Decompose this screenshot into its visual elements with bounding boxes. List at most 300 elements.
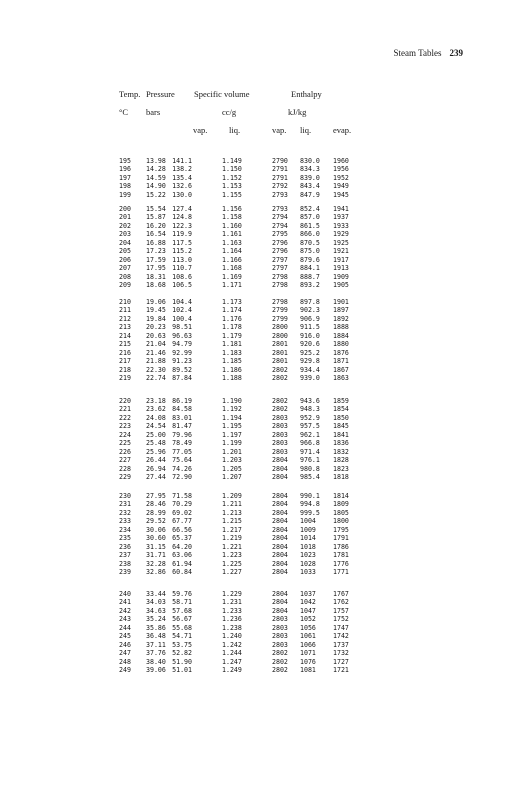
volume-liq-cell: 1.185 (222, 357, 242, 366)
enthalpy-evap-cell: 1771 (333, 567, 349, 576)
temperature-cell: 245 (119, 632, 131, 641)
table-row (0, 534, 527, 542)
enthalpy-evap-cell: 1884 (333, 331, 349, 340)
enthalpy-vap-cell: 2803 (272, 439, 288, 448)
volume-vap-cell: 56.67 (172, 615, 192, 624)
temperature-cell: 239 (119, 567, 131, 576)
pressure-cell: 20.63 (146, 331, 166, 340)
table-row (0, 551, 527, 559)
enthalpy-evap-cell: 1814 (333, 492, 349, 500)
enthalpy-evap-cell: 1925 (333, 238, 349, 247)
volume-vap-cell: 104.4 (172, 298, 192, 306)
pressure-cell: 17.59 (146, 255, 166, 264)
enthalpy-liq-cell: 906.9 (300, 314, 320, 323)
enthalpy-evap-cell: 1742 (333, 632, 349, 641)
table-row (0, 473, 527, 481)
volume-vap-cell: 115.2 (172, 247, 192, 256)
temperature-cell: 237 (119, 551, 131, 560)
enthalpy-liq-cell: 866.0 (300, 230, 320, 239)
table-row (0, 247, 527, 255)
pressure-cell: 34.03 (146, 598, 166, 607)
enthalpy-evap-cell: 1863 (333, 373, 349, 382)
table-row (0, 281, 527, 289)
temperature-cell: 226 (119, 447, 131, 456)
volume-liq-cell: 1.190 (222, 397, 242, 405)
volume-vap-cell: 87.84 (172, 373, 192, 382)
enthalpy-vap-cell: 2804 (272, 492, 288, 500)
enthalpy-liq-cell: 920.6 (300, 340, 320, 349)
enthalpy-vap-cell: 2795 (272, 230, 288, 239)
volume-liq-cell: 1.192 (222, 405, 242, 414)
volume-liq-cell: 1.215 (222, 517, 242, 526)
volume-liq-cell: 1.171 (222, 280, 242, 289)
table-row (0, 205, 527, 213)
enthalpy-liq-cell: 893.2 (300, 280, 320, 289)
enthalpy-evap-cell: 1727 (333, 657, 349, 666)
pressure-cell: 22.30 (146, 365, 166, 374)
volume-liq-cell: 1.229 (222, 590, 242, 598)
enthalpy-liq-cell: 948.3 (300, 405, 320, 414)
volume-vap-cell: 81.47 (172, 422, 192, 431)
enthalpy-liq-cell: 934.4 (300, 365, 320, 374)
pressure-cell: 19.45 (146, 306, 166, 315)
temperature-cell: 218 (119, 365, 131, 374)
pressure-cell: 31.15 (146, 542, 166, 551)
enthalpy-liq-cell: 879.6 (300, 255, 320, 264)
table-row (0, 649, 527, 657)
pressure-cell: 32.86 (146, 567, 166, 576)
enthalpy-liq-cell: 1061 (300, 632, 316, 641)
volume-liq-cell: 1.219 (222, 534, 242, 543)
volume-vap-cell: 65.37 (172, 534, 192, 543)
enthalpy-liq-cell: 1014 (300, 534, 316, 543)
volume-vap-cell: 108.6 (172, 272, 192, 281)
enthalpy-vap-cell: 2801 (272, 340, 288, 349)
enthalpy-liq-cell: 1023 (300, 551, 316, 560)
enthalpy-evap-cell: 1832 (333, 447, 349, 456)
enthalpy-vap-cell: 2804 (272, 508, 288, 517)
temperature-cell: 227 (119, 456, 131, 465)
volume-liq-cell: 1.163 (222, 238, 242, 247)
volume-vap-cell: 63.06 (172, 551, 192, 560)
temperature-cell: 247 (119, 649, 131, 658)
enthalpy-vap-cell: 2800 (272, 331, 288, 340)
volume-liq-cell: 1.225 (222, 559, 242, 568)
enthalpy-vap-cell: 2802 (272, 405, 288, 414)
temperature-cell: 212 (119, 314, 131, 323)
enthalpy-vap-cell: 2803 (272, 447, 288, 456)
temperature-cell: 217 (119, 357, 131, 366)
table-row (0, 349, 527, 357)
temperature-cell: 234 (119, 525, 131, 534)
enthalpy-evap-cell: 1721 (333, 665, 349, 674)
pressure-cell: 28.46 (146, 500, 166, 509)
table-row (0, 666, 527, 674)
enthalpy-evap-cell: 1800 (333, 517, 349, 526)
temperature-cell: 197 (119, 173, 131, 182)
enthalpy-vap-cell: 2803 (272, 623, 288, 632)
pressure-cell: 31.71 (146, 551, 166, 560)
pressure-cell: 16.88 (146, 238, 166, 247)
table-row (0, 624, 527, 632)
enthalpy-vap-cell: 2804 (272, 542, 288, 551)
volume-vap-cell: 130.0 (172, 190, 192, 199)
enthalpy-liq-cell: 990.1 (300, 492, 320, 500)
enthalpy-liq-cell: 852.4 (300, 205, 320, 213)
table-row (0, 315, 527, 323)
table-row (0, 230, 527, 238)
enthalpy-vap-cell: 2804 (272, 606, 288, 615)
enthalpy-evap-cell: 1952 (333, 173, 349, 182)
temperature-cell: 242 (119, 606, 131, 615)
enthalpy-liq-cell: 1037 (300, 590, 316, 598)
table-row (0, 509, 527, 517)
pressure-cell: 21.88 (146, 357, 166, 366)
temperature-cell: 236 (119, 542, 131, 551)
volume-liq-cell: 1.217 (222, 525, 242, 534)
table-row (0, 366, 527, 374)
temperature-cell: 246 (119, 640, 131, 649)
volume-vap-cell: 64.20 (172, 542, 192, 551)
pressure-cell: 30.06 (146, 525, 166, 534)
header-specific-volume: Specific volume (194, 89, 250, 99)
pressure-cell: 16.54 (146, 230, 166, 239)
enthalpy-liq-cell: 911.5 (300, 323, 320, 332)
volume-vap-cell: 141.1 (172, 157, 192, 165)
temperature-cell: 228 (119, 464, 131, 473)
table-block (0, 590, 527, 674)
volume-vap-cell: 89.52 (172, 365, 192, 374)
enthalpy-liq-cell: 888.7 (300, 272, 320, 281)
enthalpy-vap-cell: 2804 (272, 534, 288, 543)
table-row (0, 182, 527, 190)
page-number: 239 (449, 48, 463, 58)
enthalpy-vap-cell: 2804 (272, 456, 288, 465)
volume-vap-cell: 74.26 (172, 464, 192, 473)
enthalpy-evap-cell: 1757 (333, 606, 349, 615)
table-row (0, 157, 527, 165)
volume-vap-cell: 54.71 (172, 632, 192, 641)
enthalpy-vap-cell: 2804 (272, 472, 288, 481)
table-row (0, 340, 527, 348)
table-row (0, 422, 527, 430)
volume-liq-cell: 1.233 (222, 606, 242, 615)
enthalpy-liq-cell: 971.4 (300, 447, 320, 456)
enthalpy-evap-cell: 1747 (333, 623, 349, 632)
table-row (0, 560, 527, 568)
volume-vap-cell: 78.49 (172, 439, 192, 448)
enthalpy-evap-cell: 1845 (333, 422, 349, 431)
table-row (0, 306, 527, 314)
volume-liq-cell: 1.195 (222, 422, 242, 431)
enthalpy-liq-cell: 976.1 (300, 456, 320, 465)
volume-vap-cell: 84.58 (172, 405, 192, 414)
volume-vap-cell: 124.8 (172, 213, 192, 222)
table-row (0, 174, 527, 182)
enthalpy-vap-cell: 2794 (272, 221, 288, 230)
enthalpy-liq-cell: 939.0 (300, 373, 320, 382)
enthalpy-vap-cell: 2801 (272, 348, 288, 357)
volume-vap-cell: 51.01 (172, 665, 192, 674)
enthalpy-vap-cell: 2794 (272, 213, 288, 222)
volume-liq-cell: 1.179 (222, 331, 242, 340)
pressure-cell: 20.23 (146, 323, 166, 332)
volume-vap-cell: 72.90 (172, 472, 192, 481)
enthalpy-evap-cell: 1836 (333, 439, 349, 448)
temperature-cell: 198 (119, 182, 131, 191)
table-row (0, 517, 527, 525)
enthalpy-evap-cell: 1841 (333, 430, 349, 439)
enthalpy-evap-cell: 1752 (333, 615, 349, 624)
table-row (0, 526, 527, 534)
enthalpy-vap-cell: 2803 (272, 422, 288, 431)
temperature-cell: 224 (119, 430, 131, 439)
pressure-cell: 36.48 (146, 632, 166, 641)
temperature-cell: 196 (119, 165, 131, 174)
pressure-cell: 21.46 (146, 348, 166, 357)
table-block (0, 298, 527, 382)
enthalpy-liq-cell: 957.5 (300, 422, 320, 431)
volume-vap-cell: 53.75 (172, 640, 192, 649)
volume-liq-cell: 1.183 (222, 348, 242, 357)
volume-liq-cell: 1.194 (222, 413, 242, 422)
table-row (0, 448, 527, 456)
enthalpy-liq-cell: 834.3 (300, 165, 320, 174)
volume-liq-cell: 1.169 (222, 272, 242, 281)
volume-vap-cell: 77.05 (172, 447, 192, 456)
pressure-cell: 35.24 (146, 615, 166, 624)
volume-vap-cell: 135.4 (172, 173, 192, 182)
pressure-cell: 34.63 (146, 606, 166, 615)
enthalpy-vap-cell: 2791 (272, 165, 288, 174)
enthalpy-evap-cell: 1941 (333, 205, 349, 213)
header-enthalpy-liq: liq. (300, 125, 312, 135)
volume-vap-cell: 66.56 (172, 525, 192, 534)
enthalpy-evap-cell: 1871 (333, 357, 349, 366)
volume-liq-cell: 1.149 (222, 157, 242, 165)
pressure-cell: 22.74 (146, 373, 166, 382)
temperature-cell: 203 (119, 230, 131, 239)
enthalpy-liq-cell: 861.5 (300, 221, 320, 230)
temperature-cell: 232 (119, 508, 131, 517)
table-row (0, 632, 527, 640)
volume-liq-cell: 1.150 (222, 165, 242, 174)
enthalpy-liq-cell: 916.0 (300, 331, 320, 340)
header-enthalpy-vap: vap. (272, 125, 287, 135)
volume-liq-cell: 1.161 (222, 230, 242, 239)
pressure-cell: 16.20 (146, 221, 166, 230)
pressure-cell: 19.06 (146, 298, 166, 306)
table-row (0, 456, 527, 464)
header-pressure-unit: bars (146, 107, 161, 117)
table-block (0, 205, 527, 289)
enthalpy-vap-cell: 2802 (272, 365, 288, 374)
volume-liq-cell: 1.155 (222, 190, 242, 199)
enthalpy-evap-cell: 1854 (333, 405, 349, 414)
running-head-title: Steam Tables (393, 48, 442, 58)
table-row (0, 414, 527, 422)
temperature-cell: 225 (119, 439, 131, 448)
volume-vap-cell: 75.64 (172, 456, 192, 465)
enthalpy-vap-cell: 2803 (272, 615, 288, 624)
enthalpy-evap-cell: 1897 (333, 306, 349, 315)
table-row (0, 264, 527, 272)
volume-liq-cell: 1.236 (222, 615, 242, 624)
enthalpy-liq-cell: 1042 (300, 598, 316, 607)
running-head (394, 48, 463, 58)
volume-vap-cell: 58.71 (172, 598, 192, 607)
enthalpy-evap-cell: 1905 (333, 280, 349, 289)
pressure-cell: 39.06 (146, 665, 166, 674)
temperature-cell: 214 (119, 331, 131, 340)
enthalpy-evap-cell: 1909 (333, 272, 349, 281)
temperature-cell: 248 (119, 657, 131, 666)
pressure-cell: 19.84 (146, 314, 166, 323)
enthalpy-vap-cell: 2802 (272, 373, 288, 382)
volume-liq-cell: 1.160 (222, 221, 242, 230)
volume-liq-cell: 1.186 (222, 365, 242, 374)
enthalpy-evap-cell: 1921 (333, 247, 349, 256)
pressure-cell: 25.48 (146, 439, 166, 448)
enthalpy-evap-cell: 1876 (333, 348, 349, 357)
enthalpy-evap-cell: 1828 (333, 456, 349, 465)
enthalpy-evap-cell: 1945 (333, 190, 349, 199)
volume-liq-cell: 1.240 (222, 632, 242, 641)
enthalpy-evap-cell: 1913 (333, 264, 349, 273)
enthalpy-evap-cell: 1762 (333, 598, 349, 607)
pressure-cell: 17.95 (146, 264, 166, 273)
table-block (0, 492, 527, 576)
enthalpy-liq-cell: 1047 (300, 606, 316, 615)
enthalpy-liq-cell: 1018 (300, 542, 316, 551)
volume-liq-cell: 1.231 (222, 598, 242, 607)
enthalpy-vap-cell: 2803 (272, 640, 288, 649)
temperature-cell: 244 (119, 623, 131, 632)
table-row (0, 641, 527, 649)
table-row (0, 397, 527, 405)
volume-liq-cell: 1.242 (222, 640, 242, 649)
enthalpy-evap-cell: 1737 (333, 640, 349, 649)
volume-vap-cell: 69.02 (172, 508, 192, 517)
enthalpy-vap-cell: 2798 (272, 298, 288, 306)
table-row (0, 615, 527, 623)
enthalpy-evap-cell: 1791 (333, 534, 349, 543)
enthalpy-liq-cell: 999.5 (300, 508, 320, 517)
enthalpy-liq-cell: 980.8 (300, 464, 320, 473)
enthalpy-vap-cell: 2799 (272, 306, 288, 315)
volume-liq-cell: 1.227 (222, 567, 242, 576)
enthalpy-vap-cell: 2804 (272, 567, 288, 576)
volume-liq-cell: 1.197 (222, 430, 242, 439)
table-row (0, 222, 527, 230)
table-row (0, 431, 527, 439)
table-row (0, 165, 527, 173)
enthalpy-vap-cell: 2798 (272, 272, 288, 281)
temperature-cell: 204 (119, 238, 131, 247)
table-row (0, 298, 527, 306)
volume-vap-cell: 83.01 (172, 413, 192, 422)
enthalpy-evap-cell: 1732 (333, 649, 349, 658)
volume-vap-cell: 96.63 (172, 331, 192, 340)
volume-vap-cell: 70.29 (172, 500, 192, 509)
temperature-cell: 235 (119, 534, 131, 543)
volume-liq-cell: 1.153 (222, 182, 242, 191)
temperature-cell: 220 (119, 397, 131, 405)
table-row (0, 465, 527, 473)
enthalpy-evap-cell: 1937 (333, 213, 349, 222)
enthalpy-vap-cell: 2790 (272, 157, 288, 165)
enthalpy-liq-cell: 966.8 (300, 439, 320, 448)
enthalpy-vap-cell: 2802 (272, 665, 288, 674)
enthalpy-liq-cell: 1033 (300, 567, 316, 576)
volume-vap-cell: 127.4 (172, 205, 192, 213)
pressure-cell: 37.11 (146, 640, 166, 649)
enthalpy-liq-cell: 1076 (300, 657, 316, 666)
enthalpy-evap-cell: 1901 (333, 298, 349, 306)
enthalpy-liq-cell: 962.1 (300, 430, 320, 439)
enthalpy-vap-cell: 2804 (272, 500, 288, 509)
header-volume-vap: vap. (193, 125, 208, 135)
pressure-cell: 27.95 (146, 492, 166, 500)
pressure-cell: 15.22 (146, 190, 166, 199)
enthalpy-evap-cell: 1809 (333, 500, 349, 509)
temperature-cell: 240 (119, 590, 131, 598)
pressure-cell: 28.99 (146, 508, 166, 517)
enthalpy-evap-cell: 1776 (333, 559, 349, 568)
volume-liq-cell: 1.209 (222, 492, 242, 500)
enthalpy-vap-cell: 2797 (272, 255, 288, 264)
enthalpy-vap-cell: 2802 (272, 657, 288, 666)
pressure-cell: 17.23 (146, 247, 166, 256)
volume-liq-cell: 1.211 (222, 500, 242, 509)
enthalpy-vap-cell: 2802 (272, 397, 288, 405)
temperature-cell: 241 (119, 598, 131, 607)
table-row (0, 405, 527, 413)
pressure-cell: 14.59 (146, 173, 166, 182)
enthalpy-vap-cell: 2804 (272, 598, 288, 607)
table-row (0, 598, 527, 606)
header-volume-liq: liq. (229, 125, 241, 135)
volume-liq-cell: 1.238 (222, 623, 242, 632)
volume-liq-cell: 1.201 (222, 447, 242, 456)
header-pressure: Pressure (146, 89, 175, 99)
volume-vap-cell: 98.51 (172, 323, 192, 332)
table-row (0, 658, 527, 666)
pressure-cell: 27.44 (146, 472, 166, 481)
enthalpy-evap-cell: 1767 (333, 590, 349, 598)
enthalpy-liq-cell: 952.9 (300, 413, 320, 422)
volume-vap-cell: 117.5 (172, 238, 192, 247)
volume-vap-cell: 55.68 (172, 623, 192, 632)
temperature-cell: 215 (119, 340, 131, 349)
enthalpy-vap-cell: 2803 (272, 413, 288, 422)
table-row (0, 590, 527, 598)
enthalpy-liq-cell: 1056 (300, 623, 316, 632)
volume-vap-cell: 122.3 (172, 221, 192, 230)
table-row (0, 500, 527, 508)
temperature-cell: 207 (119, 264, 131, 273)
volume-liq-cell: 1.152 (222, 173, 242, 182)
enthalpy-vap-cell: 2804 (272, 525, 288, 534)
temperature-cell: 210 (119, 298, 131, 306)
table-row (0, 191, 527, 199)
enthalpy-vap-cell: 2804 (272, 590, 288, 598)
enthalpy-liq-cell: 875.0 (300, 247, 320, 256)
temperature-cell: 243 (119, 615, 131, 624)
header-enthalpy-unit: kJ/kg (288, 107, 307, 117)
volume-liq-cell: 1.244 (222, 649, 242, 658)
enthalpy-vap-cell: 2799 (272, 314, 288, 323)
